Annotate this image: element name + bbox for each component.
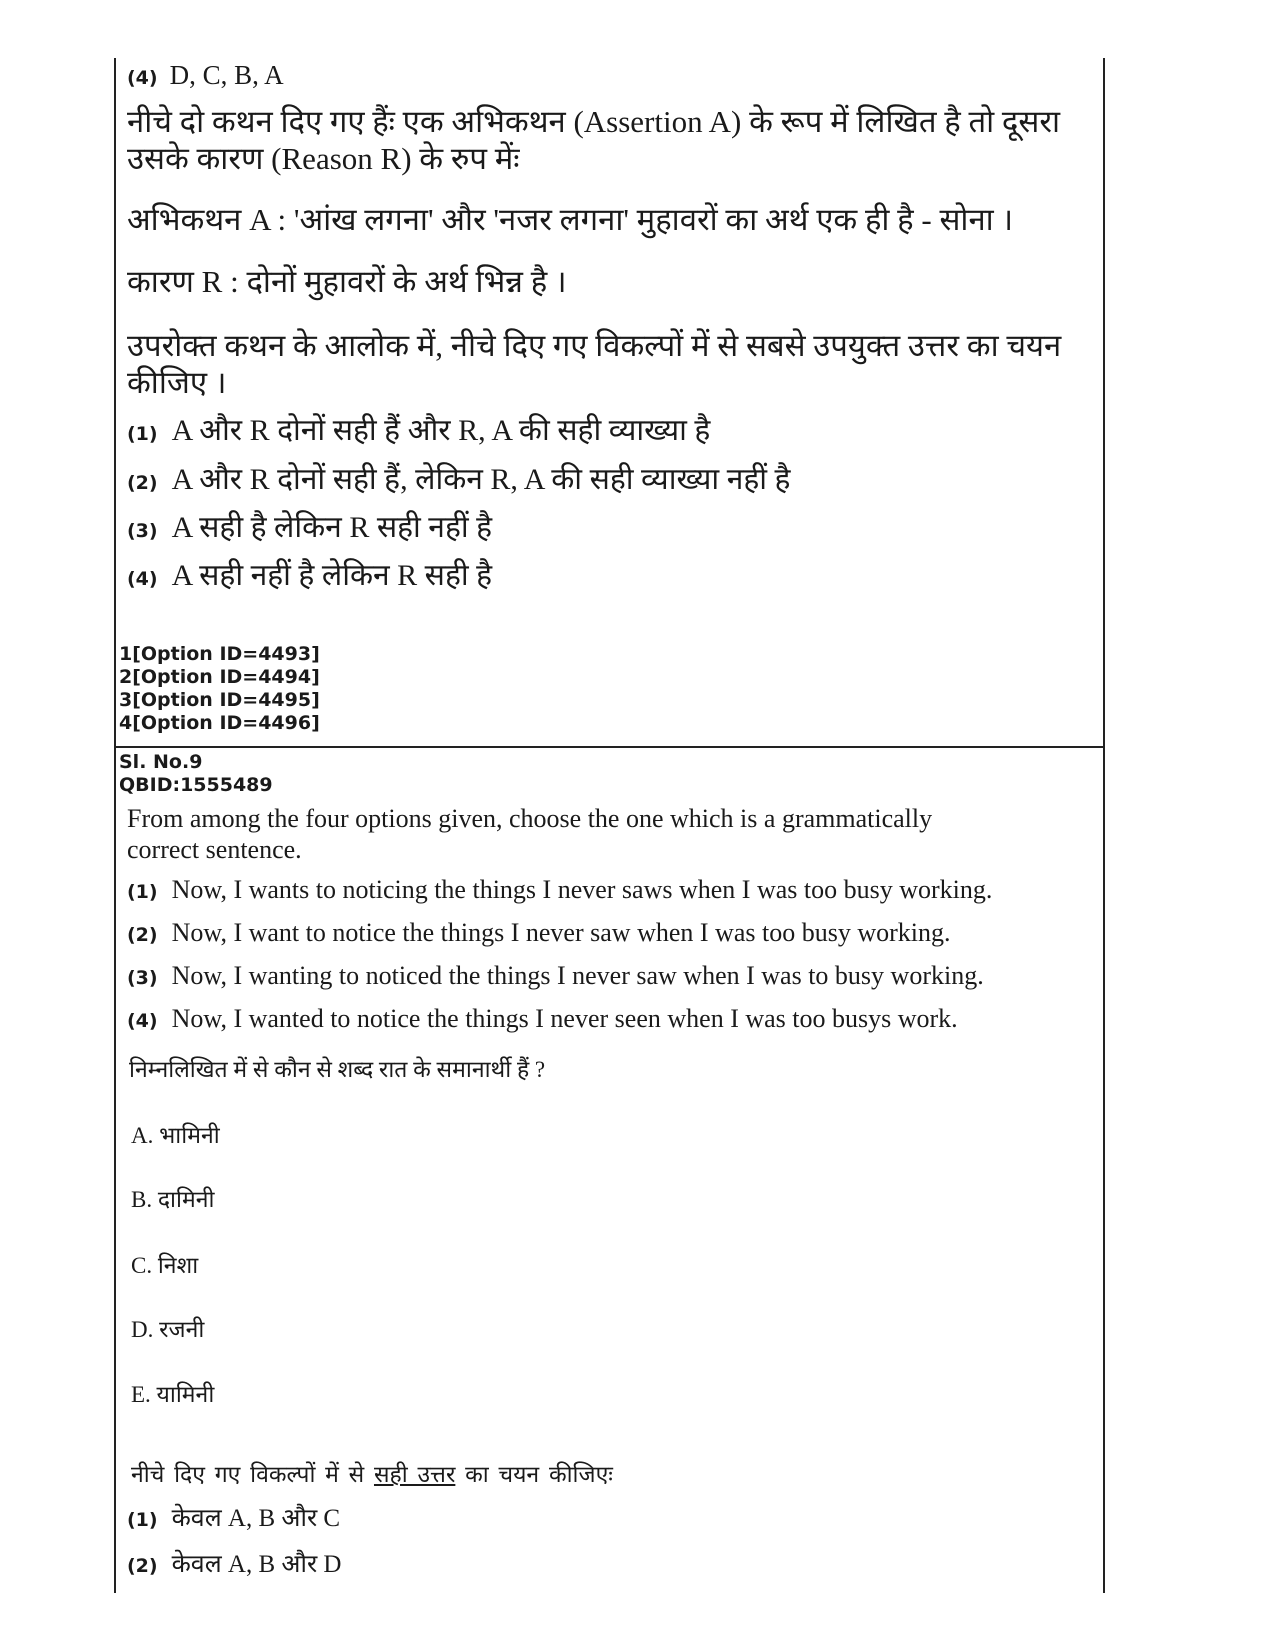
option-text: केवल A, B और C xyxy=(171,1505,341,1532)
option-id-2: 2[Option ID=4494] xyxy=(119,666,320,688)
option-text: Now, I want to notice the things I never saw when I was too busy working. xyxy=(171,918,951,947)
option-4 xyxy=(127,553,492,594)
option-text: A और R दोनों सही हैं, लेकिन R, A की सही व्याख्या नहीं है xyxy=(171,463,791,496)
question-stem-line-2: correct sentence. xyxy=(127,835,302,864)
english-option-4 xyxy=(127,1004,958,1034)
english-option-2 xyxy=(127,918,950,948)
question-intro-line-2: उसके कारण (Reason R) के रुप मेंः xyxy=(127,141,520,176)
option-id-1: 1[Option ID=4493] xyxy=(119,643,320,665)
list-item-c: C. निशा xyxy=(131,1253,199,1278)
option-number: (1) xyxy=(127,423,158,445)
option-number: (2) xyxy=(127,1555,158,1577)
question-divider xyxy=(114,746,1105,748)
assertion-statement: अभिकथन A : 'आंख लगना' और 'नजर लगना' मुहावरों का अर्थ एक ही है - सोना । xyxy=(127,202,1014,237)
english-option-3 xyxy=(127,961,984,991)
question-intro-line-1: नीचे दो कथन दिए गए हैंः एक अभिकथन (Assertion A) के रूप में लिखित है तो दूसरा xyxy=(127,104,1061,139)
option-id-3: 3[Option ID=4495] xyxy=(119,689,320,711)
option-id-4: 4[Option ID=4496] xyxy=(119,712,320,734)
option-text: Now, I wanted to notice the things I never seen when I was too busys work. xyxy=(171,1004,958,1033)
hindi-question: निम्नलिखित में से कौन से शब्द रात के समानार्थी हैं ? xyxy=(129,1057,546,1082)
option-number: (4) xyxy=(127,1010,158,1032)
option-1 xyxy=(127,408,710,449)
option-number: (1) xyxy=(127,881,158,903)
option-text: Now, I wanting to noticed the things I never saw when I was to busy working. xyxy=(171,961,984,990)
list-item-a: A. भामिनी xyxy=(131,1123,220,1148)
option-number: (2) xyxy=(127,472,158,494)
option-number: (1) xyxy=(127,1509,158,1531)
instruction-suffix: का चयन कीजिएः xyxy=(455,1462,613,1487)
english-option-1 xyxy=(127,875,992,905)
question-meta xyxy=(119,751,273,797)
instruction-line-1: उपरोक्त कथन के आलोक में, नीचे दिए गए विकल्पों में से सबसे उपयुक्त उत्तर का चयन xyxy=(127,328,1062,363)
selection-instruction xyxy=(131,1457,613,1489)
reason-statement: कारण R : दोनों मुहावरों के अर्थ भिन्न है । xyxy=(127,264,567,299)
list-item-d: D. रजनी xyxy=(131,1317,205,1342)
option-number: (4) xyxy=(127,67,158,89)
list-item-e: E. यामिनी xyxy=(131,1382,215,1407)
answer-option-1 xyxy=(127,1500,340,1534)
option-3 xyxy=(127,505,492,546)
option-text: A सही नहीं है लेकिन R सही है xyxy=(171,559,493,592)
instruction-prefix: नीचे दिए गए विकल्पों में से xyxy=(131,1462,374,1487)
qbid: QBID:1555489 xyxy=(119,774,273,796)
option-text: Now, I wants to noticing the things I never saws when I was too busy working. xyxy=(171,875,993,904)
option-text: A सही है लेकिन R सही नहीं है xyxy=(171,511,493,544)
option-text: केवल A, B और D xyxy=(171,1551,342,1578)
option-number: (3) xyxy=(127,520,158,542)
prev-option-4 xyxy=(127,60,284,91)
serial-number: Sl. No.9 xyxy=(119,751,203,773)
option-text: A और R दोनों सही हैं और R, A की सही व्याख्या है xyxy=(171,414,711,447)
instruction-underlined: सही उत्तर xyxy=(373,1462,456,1487)
option-number: (3) xyxy=(127,967,158,989)
instruction-line-2: कीजिए । xyxy=(127,365,227,400)
option-id-list xyxy=(119,643,320,735)
question-stem-line-1: From among the four options given, choose the one which is a grammatically xyxy=(127,804,933,833)
option-number: (4) xyxy=(127,568,158,590)
list-item-b: B. दामिनी xyxy=(131,1187,215,1212)
option-number: (2) xyxy=(127,924,158,946)
option-text: D, C, B, A xyxy=(169,60,284,90)
answer-option-2 xyxy=(127,1546,341,1580)
option-2 xyxy=(127,457,791,498)
